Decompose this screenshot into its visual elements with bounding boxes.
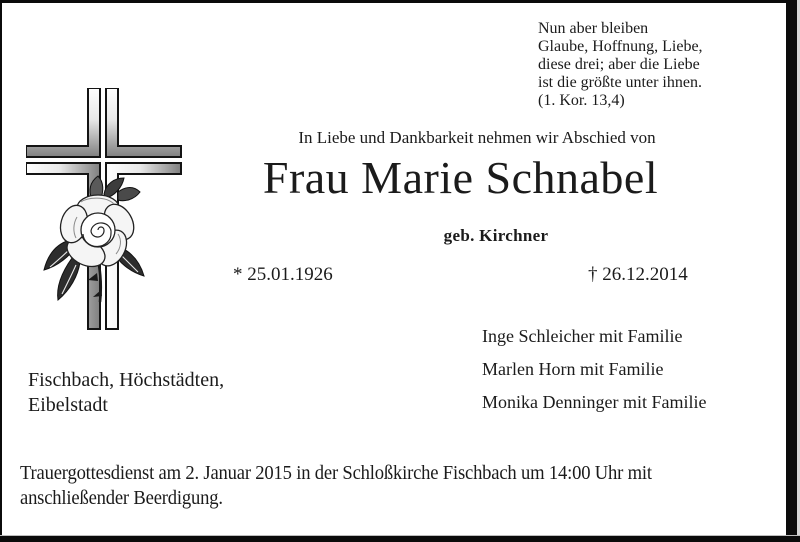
- location-line: Eibelstadt: [28, 394, 108, 416]
- service-line: anschließender Beerdigung.: [20, 487, 223, 509]
- quote-line: diese drei; aber die Liebe: [538, 56, 700, 73]
- location-lines: [28, 368, 224, 418]
- mourner-name: Marlen Horn mit Familie: [482, 359, 664, 379]
- intro-line: In Liebe und Dankbarkeit nehmen wir Abschied von: [298, 128, 656, 147]
- frame-right-line: [786, 0, 797, 542]
- birth-date: * 25.01.1926: [233, 264, 333, 285]
- frame-bottom-line: [0, 535, 800, 542]
- service-info: [20, 461, 652, 511]
- frame-left-line: [0, 0, 2, 542]
- cross-with-rose-icon: [26, 88, 182, 330]
- quote-reference: (1. Kor. 13,4): [538, 92, 625, 109]
- mourner-list: [482, 326, 706, 425]
- quote-line: Glaube, Hoffnung, Liebe,: [538, 38, 703, 55]
- frame-top-line: [0, 0, 800, 3]
- location-line: Fischbach, Höchstädten,: [28, 369, 225, 391]
- deceased-name: Frau Marie Schnabel: [262, 152, 659, 203]
- mourner-name: Inge Schleicher mit Familie: [482, 326, 683, 346]
- mourner-name: Monika Denninger mit Familie: [482, 392, 707, 412]
- quote-line: ist die größte unter ihnen.: [538, 74, 702, 91]
- death-date: † 26.12.2014: [588, 264, 688, 285]
- bible-quote: [538, 20, 703, 110]
- service-line: Trauergottesdienst am 2. Januar 2015 in der Schloßkirche Fischbach um 14:00 Uhr mit: [20, 462, 652, 484]
- quote-line: Nun aber bleiben: [538, 20, 649, 37]
- maiden-name: geb. Kirchner: [443, 226, 549, 245]
